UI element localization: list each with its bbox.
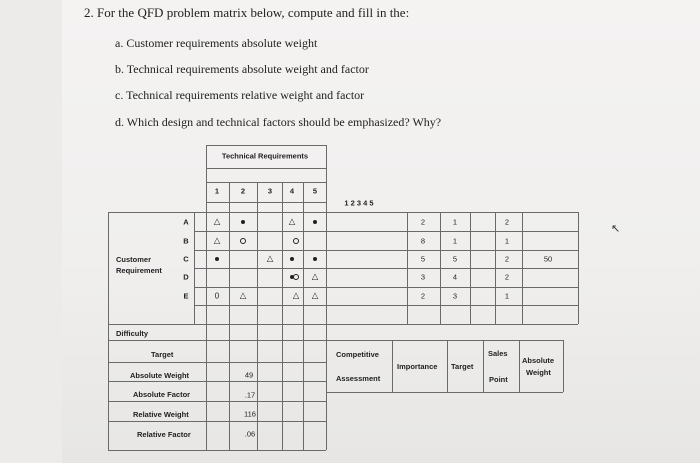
- label-target: Target: [151, 350, 174, 359]
- row-label-d: D: [183, 272, 189, 282]
- grid-line: [326, 145, 327, 212]
- value-relative-factor: .06: [244, 429, 256, 439]
- grid-line: [257, 182, 258, 212]
- weak-relationship-triangle-icon: △: [292, 291, 300, 301]
- grid-line: [108, 381, 326, 382]
- label-difficulty: Difficulty: [116, 329, 149, 338]
- row-label-e: E: [183, 291, 189, 301]
- question-item-a: a. Customer requirements absolute weight: [115, 36, 318, 50]
- tech-number-2: 2: [240, 186, 246, 196]
- weak-relationship-triangle-icon: △: [239, 291, 247, 301]
- tech-number-4: 4: [289, 186, 295, 196]
- grid-line: [282, 182, 283, 212]
- grid-line: [206, 168, 326, 169]
- header-assessment: Assessment: [336, 374, 381, 383]
- label-relative-weight: Relative Weight: [133, 410, 189, 419]
- grid-line: [194, 268, 578, 269]
- value-absolute-factor: .17: [244, 390, 256, 400]
- grid-line: [563, 340, 564, 392]
- relationship-value: 0: [214, 291, 220, 301]
- grid-line: [108, 324, 578, 325]
- row-label-b: B: [183, 236, 189, 246]
- grid-line: [447, 340, 448, 392]
- grid-line: [483, 340, 484, 392]
- grid-line: [194, 305, 578, 306]
- correlation-label: 1 2 3 4 5: [344, 198, 374, 208]
- target-value: 1: [452, 236, 458, 246]
- header-absolute: Absolute: [522, 356, 555, 365]
- target-value: 4: [452, 272, 458, 282]
- technical-requirements-header: Technical Requirements: [221, 151, 309, 161]
- grid-line: [326, 392, 563, 393]
- medium-relationship-circle-icon: [293, 274, 299, 280]
- grid-line: [108, 212, 109, 450]
- weak-relationship-triangle-icon: △: [311, 272, 319, 282]
- header-importance: Importance: [397, 362, 438, 371]
- customer-label-line1: Customer: [116, 255, 152, 264]
- question-item-d: d. Which design and technical factors should be emphasized? Why?: [115, 115, 442, 129]
- target-value: 1: [452, 217, 458, 227]
- pointer-arrow-icon: ↖: [611, 222, 621, 235]
- sales-point-value: 2: [504, 254, 510, 264]
- grid-line: [303, 182, 304, 212]
- grid-line: [578, 212, 579, 324]
- grid-line: [108, 421, 326, 422]
- sales-point-value: 1: [504, 291, 510, 301]
- value-absolute-weight: 49: [244, 370, 254, 380]
- grid-line: [257, 212, 258, 450]
- grid-line: [326, 212, 327, 450]
- value-relative-weight: 116: [244, 409, 256, 419]
- question-item-c: c. Technical requirements relative weight and factor: [115, 88, 365, 102]
- target-value: 3: [452, 291, 458, 301]
- grid-line: [206, 202, 326, 203]
- label-absolute-weight: Absolute Weight: [130, 371, 190, 380]
- grid-line: [206, 145, 326, 146]
- label-absolute-factor: Absolute Factor: [133, 390, 191, 399]
- grid-line: [206, 182, 326, 183]
- medium-relationship-circle-icon: [293, 238, 299, 244]
- medium-relationship-circle-icon: [240, 238, 246, 244]
- row-label-a: A: [183, 217, 189, 227]
- weak-relationship-triangle-icon: △: [266, 254, 274, 264]
- question-item-b: b. Technical requirements absolute weight and factor: [115, 62, 369, 76]
- grid-line: [282, 212, 283, 450]
- customer-label-line2: Requirement: [116, 266, 162, 275]
- importance-value: 2: [420, 217, 426, 227]
- strong-relationship-dot-icon: [313, 257, 317, 261]
- grid-line: [108, 340, 326, 341]
- grid-line: [303, 212, 304, 450]
- importance-value: 5: [420, 254, 426, 264]
- absolute-weight-value: 50: [543, 254, 553, 264]
- grid-line: [108, 212, 578, 213]
- grid-line: [206, 212, 207, 450]
- grid-line: [108, 401, 326, 402]
- weak-relationship-triangle-icon: △: [311, 291, 319, 301]
- tech-number-5: 5: [312, 186, 318, 196]
- sales-point-value: 2: [504, 272, 510, 282]
- sales-point-value: 1: [504, 236, 510, 246]
- tech-number-3: 3: [267, 186, 273, 196]
- row-label-c: C: [183, 254, 189, 264]
- header-competitive: Competitive: [336, 350, 379, 359]
- strong-relationship-dot-icon: [241, 220, 245, 224]
- target-value: 5: [452, 254, 458, 264]
- grid-line: [194, 231, 578, 232]
- weak-relationship-triangle-icon: △: [288, 217, 296, 227]
- grid-line: [229, 182, 230, 212]
- label-relative-factor: Relative Factor: [137, 430, 191, 439]
- header-target: Target: [451, 362, 474, 371]
- importance-value: 3: [420, 272, 426, 282]
- grid-line: [392, 340, 393, 392]
- header-weight: Weight: [526, 368, 551, 377]
- importance-value: 2: [420, 291, 426, 301]
- grid-line: [194, 287, 578, 288]
- header-point: Point: [489, 375, 508, 384]
- grid-line: [519, 340, 520, 392]
- strong-relationship-dot-icon: [290, 257, 294, 261]
- question-title: 2. For the QFD problem matrix below, compute and fill in the:: [84, 5, 410, 20]
- grid-line: [326, 340, 563, 341]
- grid-line: [108, 450, 326, 451]
- weak-relationship-triangle-icon: △: [213, 217, 221, 227]
- grid-line: [108, 362, 326, 363]
- sales-point-value: 2: [504, 217, 510, 227]
- grid-line: [229, 212, 230, 450]
- strong-relationship-dot-icon: [215, 257, 219, 261]
- tech-number-1: 1: [214, 186, 220, 196]
- weak-relationship-triangle-icon: △: [213, 236, 221, 246]
- header-sales: Sales: [488, 349, 508, 358]
- grid-line: [194, 250, 578, 251]
- strong-relationship-dot-icon: [313, 220, 317, 224]
- importance-value: 8: [420, 236, 426, 246]
